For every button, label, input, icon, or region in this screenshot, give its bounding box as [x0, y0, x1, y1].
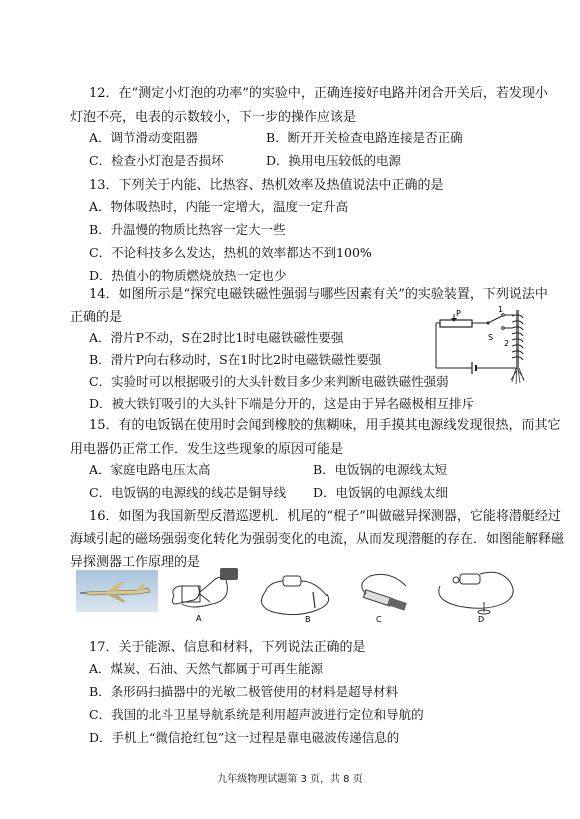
q13-stem: 13．下列关于内能、比热容、热机效率及热值说法中正确的是	[89, 178, 444, 193]
figure-d-label: D	[478, 615, 485, 624]
figure-d	[434, 566, 520, 624]
slider-p-label: P	[456, 309, 461, 318]
q17-option-b: B．条形码扫描器中的光敏二极管使用的材料是超导材料	[89, 684, 399, 699]
contact-1-label: 1	[498, 306, 504, 314]
switch-s-label: S	[488, 333, 494, 342]
q15-stem-line2: 用电器仍正常工作．发生这些现象的原因可能是	[70, 442, 344, 457]
q15-option-a: A．家庭电路电压太高	[89, 462, 211, 477]
contact-2-label: 2	[504, 339, 510, 348]
q14-option-d: D．被大铁钉吸引的大头针下端是分开的，这是由于异名磁极相互排斥	[89, 396, 475, 411]
figure-c-label: C	[376, 615, 382, 624]
electromagnet-circuit-diagram	[432, 306, 532, 390]
q17-option-d: D．手机上“微信抢红包”这一过程是靠电磁波传递信息的	[89, 730, 400, 745]
q12-option-d: D．换用电压较低的电源	[266, 153, 402, 168]
pins	[511, 368, 524, 384]
q14-option-c: C．实验时可以根据吸引的大头针数目多少来判断电磁铁磁性强弱	[89, 374, 449, 389]
q17-option-a: A．煤炭、石油、天然气都属于可再生能源	[89, 661, 324, 676]
figure-c	[342, 570, 424, 624]
meter-icon	[220, 568, 238, 580]
q16-stem-line2: 海域引起的磁场强弱变化转化为强弱变化的电流，从而发现潜艇的存在．如图能解释磁	[70, 532, 565, 547]
q14-option-a: A．滑片P不动，S在2时比1时电磁铁磁性要强	[89, 330, 344, 345]
q12-option-c: C．检查小灯泡是否损坏	[89, 153, 224, 168]
figure-b	[255, 568, 337, 624]
q17-stem: 17．关于能源、信息和材料，下列说法正确的是	[89, 640, 366, 655]
q15-option-b: B．电饭锅的电源线太短	[313, 462, 448, 477]
q16-stem-line1: 16．如图为我国新型反潜巡逻机．机尾的“棍子”叫做磁异探测器，它能将潜艇经过	[89, 509, 561, 524]
q12-stem-line1: 12．在“测定小灯泡的功率”的实验中，正确连接好电路并闭合开关后，若发现小	[89, 86, 548, 101]
q12-stem-line2: 灯泡不亮，电表的示数较小，下一步的操作应该是	[70, 110, 357, 125]
q16-stem-line3: 异探测器工作原理的是	[70, 555, 201, 570]
q13-option-a: A．物体吸热时，内能一定增大，温度一定升高	[89, 199, 349, 214]
figure-a-label: A	[196, 614, 202, 623]
q12-option-a: A．调节滑动变阻器	[89, 130, 199, 145]
q15-option-d: D．电饭锅的电源线太细	[313, 485, 449, 500]
q15-stem-line1: 15．有的电饭锅在使用时会闻到橡胶的焦糊味，用手摸其电源线发现很热，而其它	[89, 418, 561, 433]
q13-option-b: B．升温慢的物质比热容一定大一些	[89, 222, 286, 237]
q13-option-c: C．不论科技多么发达，热机的效率都达不到100%	[89, 245, 372, 260]
patrol-aircraft-photo	[76, 570, 158, 612]
figure-a	[166, 566, 250, 624]
q15-option-c: C．电饭锅的电源线的线芯是铜导线	[89, 485, 287, 500]
q13-option-d: D．热值小的物质燃烧放热一定也少	[89, 268, 287, 283]
q17-option-c: C．我国的北斗卫星导航系统是利用超声波进行定位和导航的	[89, 707, 424, 722]
q14-stem-line2: 正确的是	[70, 310, 123, 325]
figure-b-label: B	[305, 615, 311, 624]
q14-option-b: B．滑片P向右移动时，S在1时比2时电磁铁磁性要强	[89, 352, 382, 367]
page-footer: 九年级物理试题第 3 页，共 8 页	[217, 774, 363, 785]
switch-s	[488, 316, 502, 323]
rheostat	[440, 320, 472, 327]
q14-stem-line1: 14．如图所示是“探究电磁铁磁性强弱与哪些因素有关”的实验装置，下列说法中	[89, 287, 548, 302]
q12-option-b: B．断开开关检查电路连接是否正确	[266, 130, 463, 145]
